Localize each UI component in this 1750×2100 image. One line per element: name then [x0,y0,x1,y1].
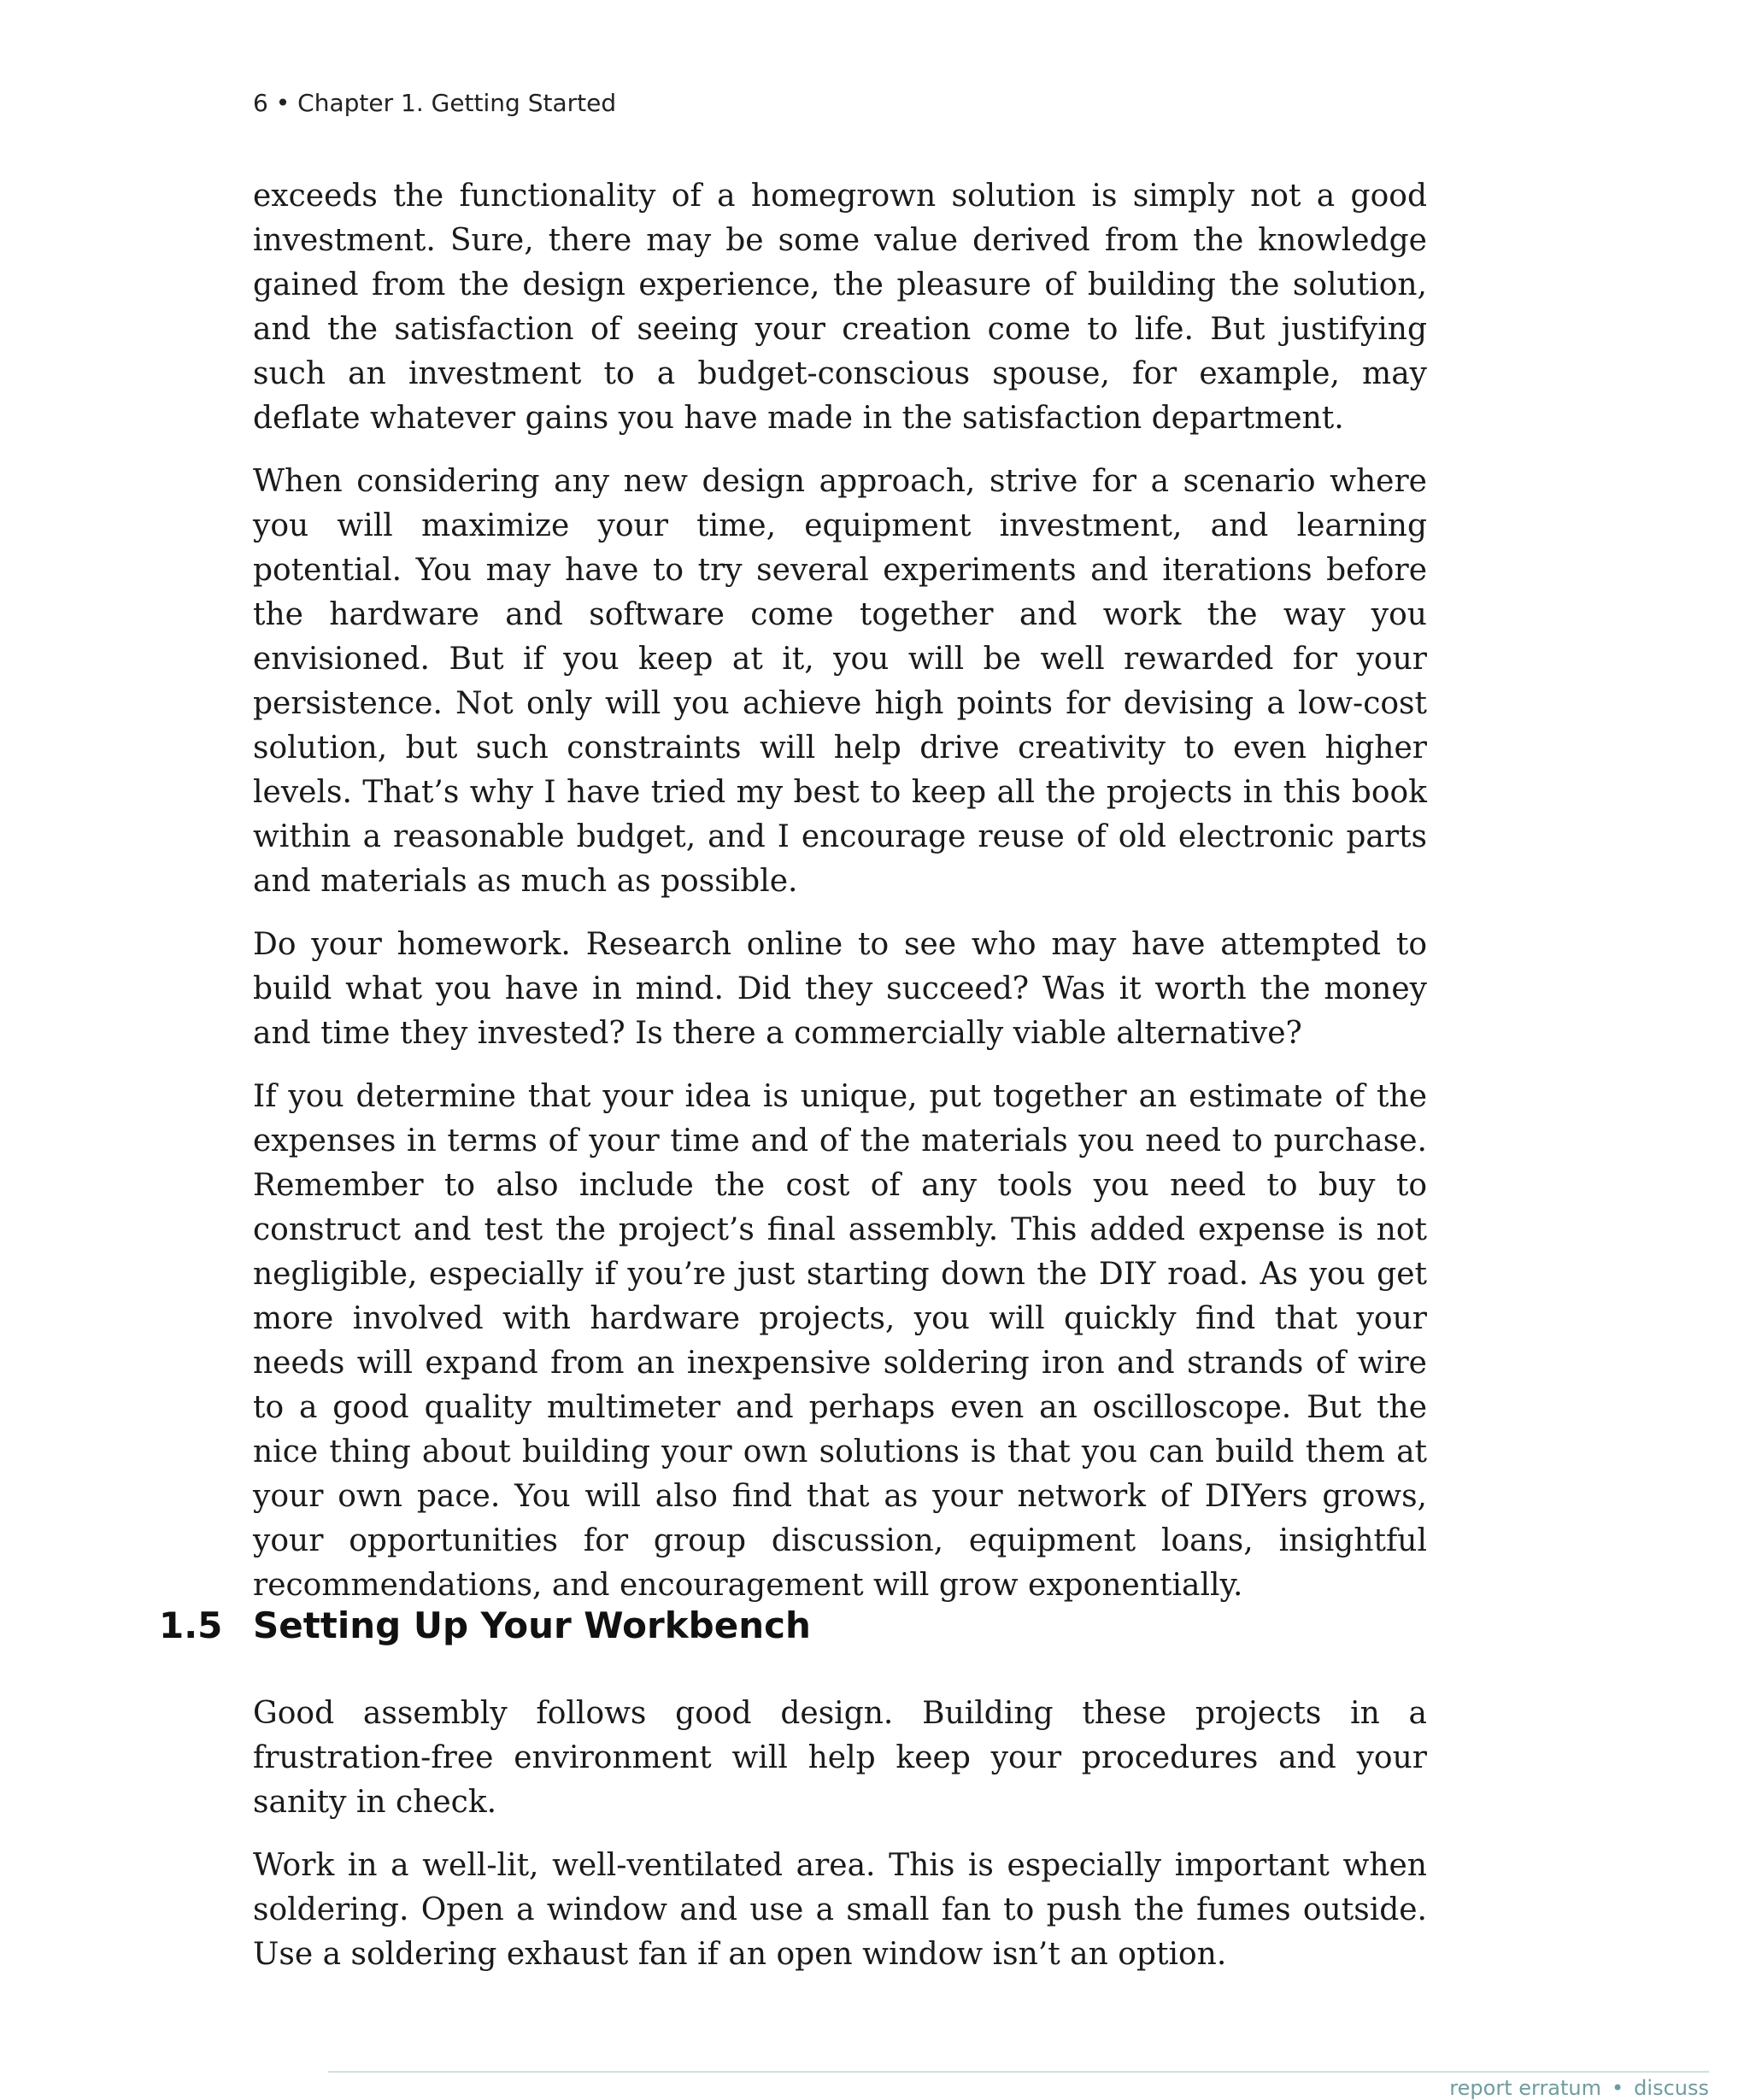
section-number: 1.5 [159,1604,223,1646]
footer-rule [328,2071,1709,2073]
paragraph: Good assembly follows good design. Building these projects in a frustration-free environment will help keep your procedures and your sanity in check. [253,1696,1427,1820]
section-heading [159,1604,811,1646]
running-head-separator: • [275,89,291,117]
discuss-link[interactable]: discuss [1634,2076,1709,2100]
running-head [253,89,616,117]
footer-separator: • [1612,2076,1624,2100]
chapter-title: Chapter 1. Getting Started [297,89,617,117]
footer-links [1449,2076,1709,2100]
paragraph: Do your homework. Research online to see who may have attempted to build what you have in mind. Did they succeed? Was it worth the money and time they invested? Is there a commercially viable alternative? [253,927,1427,1051]
paragraph: If you determine that your idea is unique, put together an estimate of the expenses in terms of your time and of the materials you need to purchase. Remember to also include the cost of any tools you need to buy to construct and test the project’s final assembly. This added expense is not negligible, especially if you’re just starting down the DIY road. As you get more involved with hardware projects, you will quickly find that your needs will expand from an inexpensive soldering iron and strands of wire to a good quality multimeter and perhaps even an oscilloscope. But the nice thing about building your own solutions is that you can build them at your own pace. You will also find that as your network of DIYers grows, your opportunities for group discussion, equipment loans, insightful recommendations, and encouragement will grow exponentially. [253,1079,1427,1603]
page-number: 6 [253,89,268,117]
body-text-bottom [253,1692,1427,1996]
body-text-top [253,174,1427,1627]
paragraph: When considering any new design approach, strive for a scenario where you will maximize your time, equipment investment, and learning potential. You may have to try several experiments and iterations before the hardware and software come together and work the way you envisioned. But if you keep at it, you will be well rewarded for your persistence. Not only will you achieve high points for devising a low-cost solution, but such constraints will help drive creativity to even higher levels. That’s why I have tried my best to keep all the projects in this book within a reasonable budget, and I encourage reuse of old electronic parts and materials as much as possible. [253,464,1427,899]
paragraph: Work in a well-lit, well-ventilated area. This is especially important when soldering. Open a window and use a small fan to push the fumes outside. Use a soldering exhaust fan if an open window isn’t an option. [253,1848,1427,1972]
section-title: Setting Up Your Workbench [253,1604,811,1646]
report-erratum-link[interactable]: report erratum [1449,2076,1602,2100]
paragraph: exceeds the functionality of a homegrown solution is simply not a good investment. Sure, there may be some value derived from the knowledge gained from the design experience, the pleasure of building the solution, and the satisfaction of seeing your creation come to life. But justifying such an investment to a budget-conscious spouse, for example, may deflate whatever gains you have made in the satisfaction department. [253,179,1427,436]
